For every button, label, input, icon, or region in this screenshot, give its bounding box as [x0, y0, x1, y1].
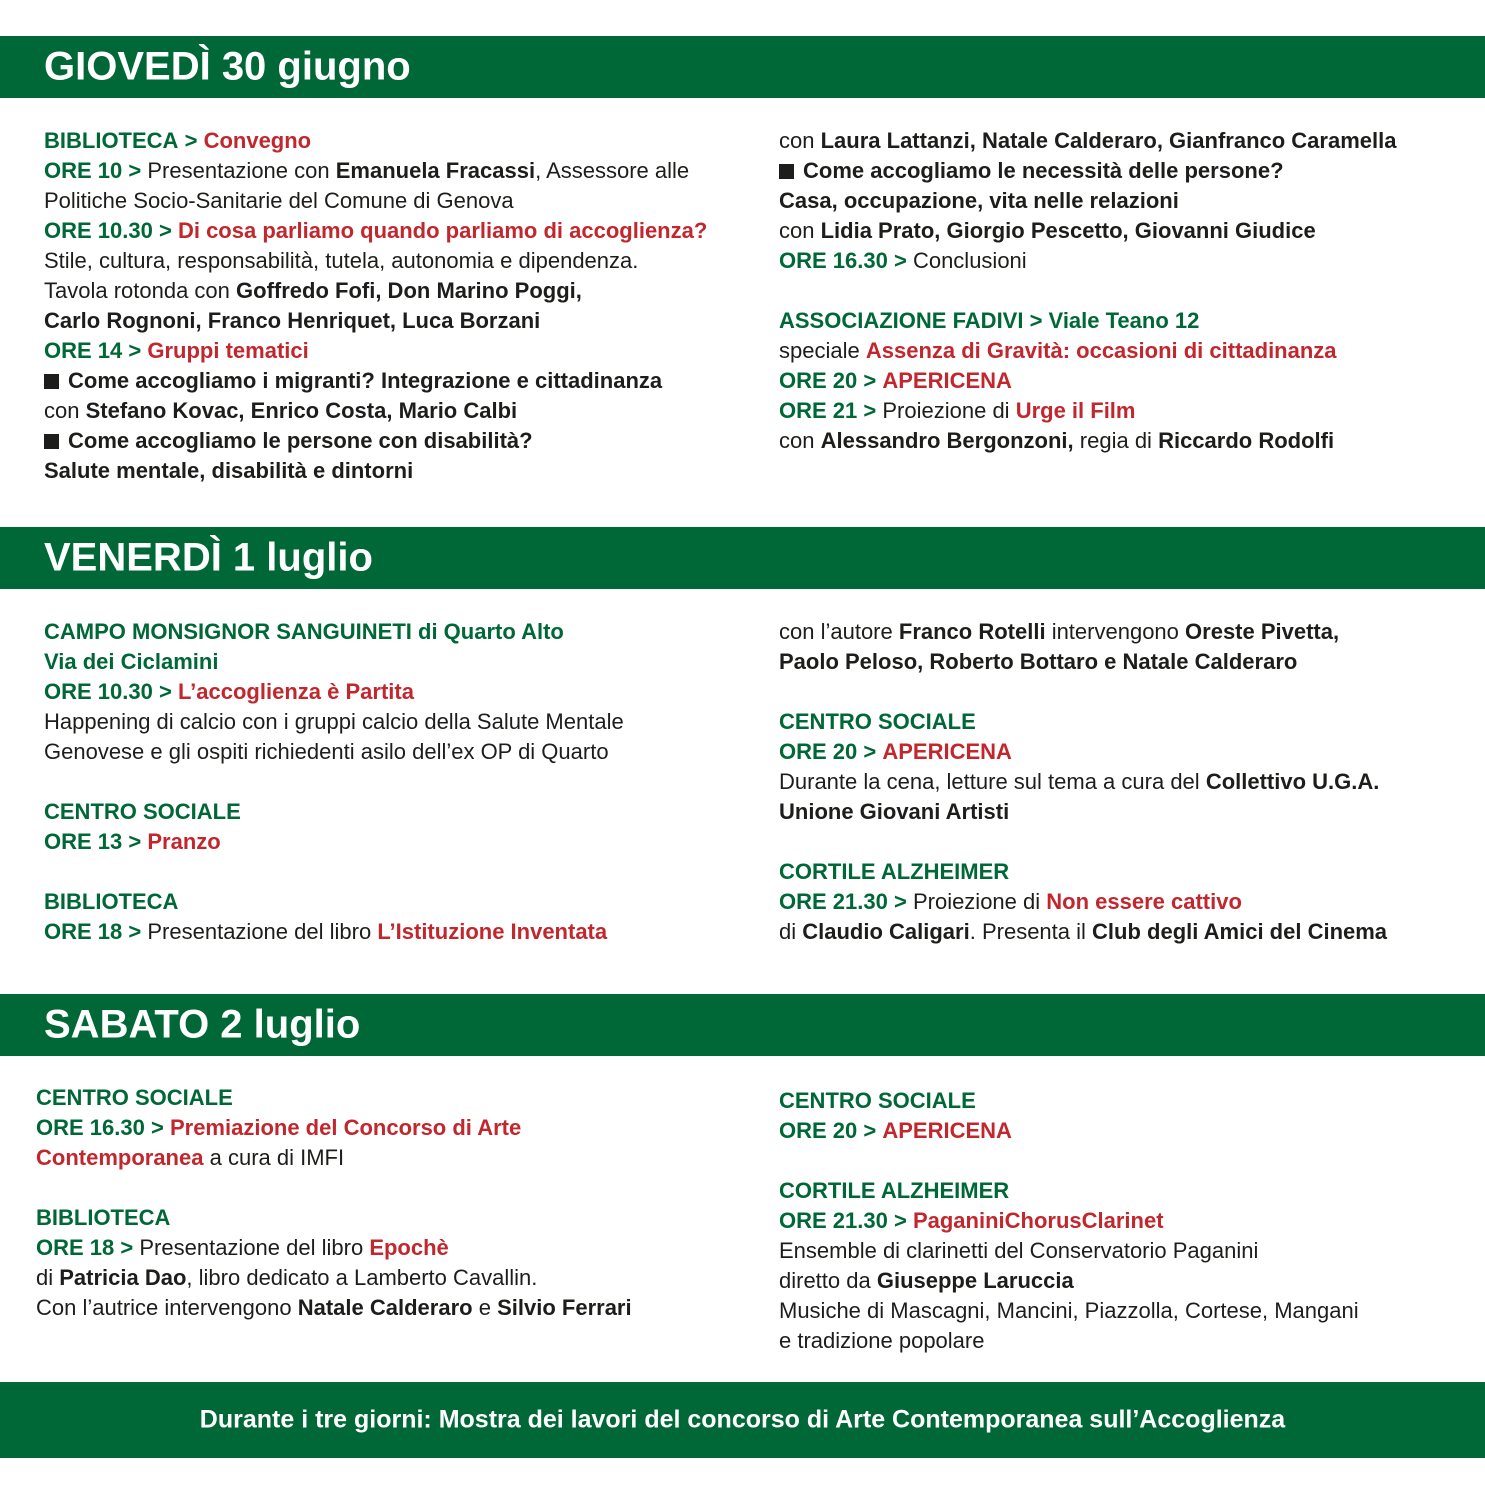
- arrow: >: [128, 158, 142, 183]
- text-line: Genovese e gli ospiti richiedenti asilo dell’ex OP di Quarto: [44, 739, 609, 764]
- time-label: ORE 10.30: [44, 679, 153, 704]
- text: con l’autore: [779, 619, 893, 644]
- event-title: Premiazione del Concorso di Arte: [169, 1115, 522, 1140]
- time-label: ORE 21.30: [779, 889, 888, 914]
- arrow: >: [863, 1118, 877, 1143]
- event-title: Assenza di Gravità: occasioni di cittadinanza: [865, 338, 1337, 363]
- footer-text: Durante i tre giorni: Mostra dei lavori del concorso di Arte Contemporanea sull’Accoglienza: [199, 1405, 1286, 1434]
- venue-name: BIBLIOTECA: [44, 889, 179, 914]
- person-name: Riccardo Rodolfi: [1158, 428, 1335, 453]
- text: con: [44, 398, 80, 423]
- text: a cura di IMFI: [209, 1145, 345, 1170]
- square-bullet-icon: [44, 374, 59, 389]
- arrow: >: [158, 679, 172, 704]
- person-name: Giuseppe Laruccia: [876, 1268, 1074, 1293]
- topic-subtitle: Salute mentale, disabilità e dintorni: [44, 458, 414, 483]
- day-header-venerdi: [0, 527, 1485, 589]
- time-label: ORE 13: [44, 829, 123, 854]
- time-label: ORE 20: [779, 739, 858, 764]
- text: e: [478, 1295, 491, 1320]
- time-label: ORE 10: [44, 158, 123, 183]
- footer-banner: [0, 1382, 1485, 1458]
- arrow: >: [863, 398, 877, 423]
- event-title: L’accoglienza è Partita: [177, 679, 414, 704]
- text: intervengono: [1051, 619, 1179, 644]
- event-title: Gruppi tematici: [147, 338, 309, 363]
- text: con: [779, 428, 815, 453]
- group-name: Collettivo U.G.A.: [1205, 769, 1380, 794]
- text: Conclusioni: [912, 248, 1027, 273]
- arrow: >: [893, 1208, 907, 1233]
- day-title: VENERDÌ 1 luglio: [44, 535, 373, 580]
- text-line: Musiche di Mascagni, Mancini, Piazzolla, Cortese, Mangani: [779, 1298, 1359, 1323]
- event-title: Convegno: [203, 128, 312, 153]
- event-title: Di cosa parliamo quando parliamo di accoglienza?: [177, 218, 708, 243]
- person-name: Natale Calderaro: [297, 1295, 473, 1320]
- schedule-line: [44, 156, 744, 186]
- text: Proiezione di: [912, 889, 1041, 914]
- person-names: Carlo Rognoni, Franco Henriquet, Luca Borzani: [44, 308, 541, 333]
- arrow: >: [893, 889, 907, 914]
- arrow: >: [893, 248, 907, 273]
- venue-name: BIBLIOTECA: [36, 1205, 171, 1230]
- arrow: >: [128, 829, 142, 854]
- person-name: Alessandro Bergonzoni,: [820, 428, 1074, 453]
- venue-name: CENTRO SOCIALE: [779, 1088, 976, 1113]
- event-title: Contemporanea: [36, 1145, 204, 1170]
- schedule-line: [44, 336, 744, 366]
- event-title: Epochè: [369, 1235, 449, 1260]
- text-line: [779, 917, 1479, 947]
- time-label: ORE 18: [44, 919, 123, 944]
- schedule-line: [44, 917, 744, 947]
- schedule-line: [36, 1113, 736, 1143]
- text: di: [779, 919, 797, 944]
- text: speciale: [779, 338, 860, 363]
- time-label: ORE 14: [44, 338, 123, 363]
- event-title: Urge il Film: [1015, 398, 1136, 423]
- venue-address: Via dei Ciclamini: [44, 649, 219, 674]
- person-name: Franco Rotelli: [898, 619, 1046, 644]
- schedule-line: [779, 1206, 1479, 1236]
- group-name: Unione Giovani Artisti: [779, 799, 1010, 824]
- person-names: Stefano Kovac, Enrico Costa, Mario Calbi: [85, 398, 518, 423]
- topic-line: [779, 156, 1479, 186]
- topic-title: Come accogliamo le persone con disabilità?: [68, 428, 533, 453]
- arrow: >: [128, 919, 142, 944]
- square-bullet-icon: [44, 434, 59, 449]
- group-name: Club degli Amici del Cinema: [1092, 919, 1388, 944]
- time-label: ORE 21.30: [779, 1208, 888, 1233]
- person-name: Emanuela Fracassi: [335, 158, 536, 183]
- text-line: [44, 276, 744, 306]
- text: Durante la cena, letture sul tema a cura del: [779, 769, 1200, 794]
- text-line: [44, 396, 744, 426]
- day-title: GIOVEDÌ 30 giugno: [44, 44, 411, 89]
- topic-line: [44, 426, 744, 456]
- text-line: [36, 1293, 736, 1323]
- schedule-line: [779, 246, 1479, 276]
- schedule-line: [779, 1116, 1479, 1146]
- venue-line: [44, 126, 744, 156]
- person-name: Silvio Ferrari: [497, 1295, 632, 1320]
- event-title: APERICENA: [882, 368, 1012, 393]
- person-name: Claudio Caligari: [802, 919, 970, 944]
- text-line: [779, 126, 1479, 156]
- arrow: >: [128, 338, 142, 363]
- venue-name: ASSOCIAZIONE FADIVI > Viale Teano 12: [779, 308, 1200, 333]
- text: Tavola rotonda con: [44, 278, 230, 303]
- time-label: ORE 18: [36, 1235, 115, 1260]
- arrow: >: [158, 218, 172, 243]
- arrow: >: [150, 1115, 164, 1140]
- schedule-line: [44, 827, 744, 857]
- event-title: APERICENA: [882, 739, 1012, 764]
- schedule-line: [44, 677, 744, 707]
- day-header-giovedi: [0, 36, 1485, 98]
- time-label: ORE 21: [779, 398, 858, 423]
- schedule-line: [779, 366, 1479, 396]
- text-line: [779, 426, 1479, 456]
- person-name: Patricia Dao: [59, 1265, 187, 1290]
- day3-right-column: [779, 1086, 1479, 1356]
- text-line: [36, 1143, 736, 1173]
- schedule-line: [779, 396, 1479, 426]
- person-names: Lidia Prato, Giorgio Pescetto, Giovanni Giudice: [820, 218, 1316, 243]
- text-line: Ensemble di clarinetti del Conservatorio Paganini: [779, 1238, 1259, 1263]
- text-line: e tradizione popolare: [779, 1328, 985, 1353]
- person-names: Paolo Peloso, Roberto Bottaro e Natale Calderaro: [779, 649, 1298, 674]
- text-line: Politiche Socio-Sanitarie del Comune di Genova: [44, 188, 514, 213]
- time-label: ORE 10.30: [44, 218, 153, 243]
- event-title: L’Istituzione Inventata: [377, 919, 608, 944]
- text: Presentazione del libro: [147, 919, 372, 944]
- text-line: [779, 336, 1479, 366]
- time-label: ORE 20: [779, 368, 858, 393]
- schedule-line: [36, 1233, 736, 1263]
- topic-line: [44, 366, 744, 396]
- day3-left-column: [36, 1083, 736, 1323]
- arrow: >: [120, 1235, 134, 1260]
- day-title: SABATO 2 luglio: [44, 1002, 361, 1047]
- arrow: >: [184, 128, 198, 153]
- square-bullet-icon: [779, 164, 794, 179]
- text-line: [36, 1263, 736, 1293]
- text: , Assessore alle: [535, 158, 690, 183]
- day2-left-column: [44, 617, 744, 947]
- topic-title: Come accogliamo i migranti? Integrazione e cittadinanza: [68, 368, 663, 393]
- text: con: [779, 128, 815, 153]
- venue-name: CENTRO SOCIALE: [36, 1085, 233, 1110]
- venue-name: CORTILE ALZHEIMER: [779, 859, 1010, 884]
- topic-subtitle: Casa, occupazione, vita nelle relazioni: [779, 188, 1179, 213]
- venue-name: BIBLIOTECA: [44, 128, 179, 153]
- event-title: Non essere cattivo: [1046, 889, 1242, 914]
- text: , libro dedicato a Lamberto Cavallin.: [186, 1265, 538, 1290]
- text: diretto da: [779, 1268, 871, 1293]
- topic-title: Come accogliamo le necessità delle persone?: [803, 158, 1284, 183]
- text: Presentazione con: [147, 158, 330, 183]
- day-header-sabato: [0, 994, 1485, 1056]
- text: di: [36, 1265, 54, 1290]
- text-line: [779, 767, 1479, 797]
- text-line: Happening di calcio con i gruppi calcio della Salute Mentale: [44, 709, 624, 734]
- schedule-line: [779, 887, 1479, 917]
- person-names: Laura Lattanzi, Natale Calderaro, Gianfranco Caramella: [820, 128, 1397, 153]
- arrow: >: [863, 739, 877, 764]
- time-label: ORE 16.30: [36, 1115, 145, 1140]
- text: regia di: [1079, 428, 1152, 453]
- event-title: Pranzo: [147, 829, 221, 854]
- time-label: ORE 16.30: [779, 248, 888, 273]
- event-title: PaganiniChorusClarinet: [912, 1208, 1164, 1233]
- text: Presentazione del libro: [139, 1235, 364, 1260]
- arrow: >: [863, 368, 877, 393]
- venue-name: CENTRO SOCIALE: [44, 799, 241, 824]
- schedule-line: [779, 737, 1479, 767]
- schedule-line: [44, 216, 744, 246]
- day2-right-column: [779, 617, 1479, 947]
- text: con: [779, 218, 815, 243]
- text: . Presenta il: [969, 919, 1086, 944]
- venue-name: CORTILE ALZHEIMER: [779, 1178, 1010, 1203]
- person-name: Oreste Pivetta,: [1185, 619, 1340, 644]
- venue-name: CAMPO MONSIGNOR SANGUINETI di Quarto Alto: [44, 619, 564, 644]
- day1-left-column: [44, 126, 744, 486]
- day1-right-column: [779, 126, 1479, 456]
- person-names: Goffredo Fofi, Don Marino Poggi,: [236, 278, 582, 303]
- text: Con l’autrice intervengono: [36, 1295, 292, 1320]
- event-title: APERICENA: [882, 1118, 1012, 1143]
- text-line: [779, 617, 1479, 647]
- venue-name: CENTRO SOCIALE: [779, 709, 976, 734]
- text: Proiezione di: [882, 398, 1010, 423]
- text-line: [779, 1266, 1479, 1296]
- time-label: ORE 20: [779, 1118, 858, 1143]
- text-line: [779, 216, 1479, 246]
- text-line: Stile, cultura, responsabilità, tutela, autonomia e dipendenza.: [44, 248, 639, 273]
